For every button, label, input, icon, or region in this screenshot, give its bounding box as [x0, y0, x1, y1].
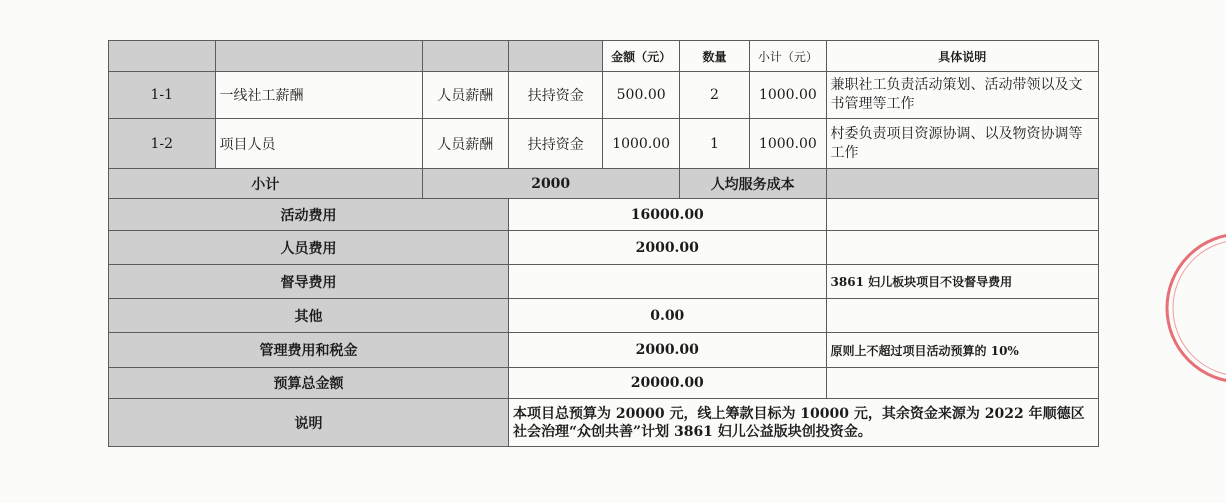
summary-value: 2000.00	[508, 333, 826, 368]
subtotal-row	[109, 169, 1099, 199]
header-blank-3	[422, 41, 508, 72]
row-description: 兼职社工负责活动策划、活动带领以及文书管理等工作	[826, 72, 1098, 119]
header-row	[109, 41, 1099, 72]
summary-value	[508, 265, 826, 299]
row-quantity: 1	[679, 119, 749, 169]
header-description: 具体说明	[826, 41, 1098, 72]
summary-note: 3861 妇儿板块项目不设督导费用	[826, 265, 1098, 299]
summary-value: 2000.00	[508, 231, 826, 265]
table-row	[109, 119, 1099, 169]
per-capita-cost-value	[826, 169, 1098, 199]
summary-row	[109, 299, 1099, 333]
row-category: 人员薪酬	[422, 72, 508, 119]
summary-label: 督导费用	[109, 265, 509, 299]
summary-note: 原则上不超过项目活动预算的 10%	[826, 333, 1098, 368]
explanation-row	[109, 399, 1099, 447]
header-amount: 金额（元）	[603, 41, 679, 72]
red-seal-stamp	[1163, 232, 1226, 382]
summary-note	[826, 368, 1098, 399]
row-id: 1-1	[109, 72, 216, 119]
summary-row	[109, 265, 1099, 299]
subtotal-value: 2000	[422, 169, 679, 199]
summary-row	[109, 368, 1099, 399]
summary-row	[109, 231, 1099, 265]
summary-label: 人员费用	[109, 231, 509, 265]
summary-row	[109, 333, 1099, 368]
header-blank-1	[109, 41, 216, 72]
summary-note	[826, 199, 1098, 231]
row-amount: 1000.00	[603, 119, 679, 169]
summary-value: 20000.00	[508, 368, 826, 399]
row-category: 人员薪酬	[422, 119, 508, 169]
header-blank-4	[508, 41, 602, 72]
explanation-text: 本项目总预算为 20000 元，线上筹款目标为 10000 元，其余资金来源为 2022 年顺德区社会治理“众创共善”计划 3861 妇儿公益版块创投资金。	[508, 399, 1098, 447]
header-quantity: 数量	[679, 41, 749, 72]
row-subtotal: 1000.00	[750, 119, 826, 169]
summary-label: 管理费用和税金	[109, 333, 509, 368]
header-subtotal: 小计（元）	[750, 41, 826, 72]
budget-table	[108, 40, 1099, 447]
summary-value: 0.00	[508, 299, 826, 333]
row-description: 村委负责项目资源协调、以及物资协调等工作	[826, 119, 1098, 169]
row-source: 扶持资金	[508, 119, 602, 169]
summary-note	[826, 231, 1098, 265]
subtotal-label: 小计	[109, 169, 423, 199]
per-capita-cost-label: 人均服务成本	[679, 169, 826, 199]
row-amount: 500.00	[603, 72, 679, 119]
row-subtotal: 1000.00	[750, 72, 826, 119]
row-id: 1-2	[109, 119, 216, 169]
summary-label: 活动费用	[109, 199, 509, 231]
row-source: 扶持资金	[508, 72, 602, 119]
row-name: 一线社工薪酬	[215, 72, 422, 119]
table-row	[109, 72, 1099, 119]
summary-label: 其他	[109, 299, 509, 333]
summary-note	[826, 299, 1098, 333]
header-blank-2	[215, 41, 422, 72]
explanation-label: 说明	[109, 399, 509, 447]
summary-label: 预算总金额	[109, 368, 509, 399]
row-quantity: 2	[679, 72, 749, 119]
summary-row	[109, 199, 1099, 231]
summary-value: 16000.00	[508, 199, 826, 231]
row-name: 项目人员	[215, 119, 422, 169]
